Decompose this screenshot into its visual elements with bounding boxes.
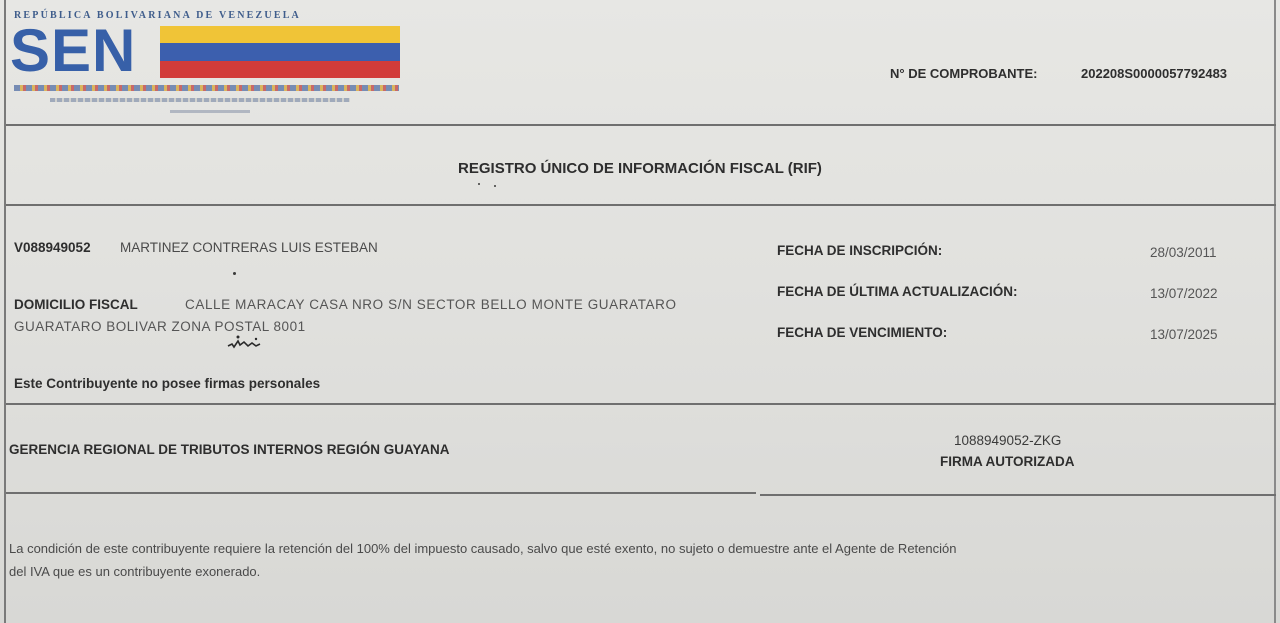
firmas-note: Este Contribuyente no posee firmas personales <box>14 376 321 391</box>
fecha-vencimiento-value: 13/07/2025 <box>1150 327 1218 342</box>
logo-wordmark: SEN <box>10 17 137 84</box>
footer-line-2: del IVA que es un contribuyente exonerado. <box>9 564 261 579</box>
logo-subtitle-band <box>14 85 399 91</box>
scribble-mark <box>226 332 266 352</box>
authorization-code: 1088949052-ZKG <box>954 433 1062 448</box>
fecha-inscripcion-value: 28/03/2011 <box>1150 245 1217 260</box>
logo-country-text: REPÚBLICA BOLIVARIANA DE VENEZUELA <box>14 10 301 21</box>
divider <box>6 204 1276 206</box>
speck <box>478 183 480 185</box>
logo-subtitle-band <box>170 110 250 113</box>
divider <box>6 403 1276 405</box>
gerencia-regional: GERENCIA REGIONAL DE TRIBUTOS INTERNOS REGIÓN GUAYANA <box>9 442 450 457</box>
fecha-vencimiento-label: FECHA DE VENCIMIENTO: <box>777 325 948 340</box>
speck <box>233 272 236 275</box>
divider <box>760 494 1276 496</box>
document-title: REGISTRO ÚNICO DE INFORMACIÓN FISCAL (RIF) <box>458 160 822 177</box>
domicilio-label: DOMICILIO FISCAL <box>14 297 138 312</box>
divider <box>6 492 756 494</box>
domicilio-line-2: GUARATARO BOLIVAR ZONA POSTAL 8001 <box>14 319 306 334</box>
right-border <box>1274 0 1276 623</box>
logo-subtitle-band <box>50 98 350 102</box>
domicilio-line-1: CALLE MARACAY CASA NRO S/N SECTOR BELLO MONTE GUARATARO <box>185 297 677 312</box>
divider <box>6 124 1276 126</box>
flag-icon <box>160 26 400 78</box>
speck <box>494 185 496 187</box>
fecha-actualizacion-label: FECHA DE ÚLTIMA ACTUALIZACIÓN: <box>777 284 1018 299</box>
comprobante-label: N° DE COMPROBANTE: <box>890 66 1038 81</box>
footer-line-1: La condición de este contribuyente requiere la retención del 100% del impuesto causado, salvo que esté exento, no sujeto o demuestre ante el Agente de Retención <box>9 541 957 556</box>
fecha-actualizacion-value: 13/07/2022 <box>1150 286 1218 301</box>
left-border <box>4 0 6 623</box>
taxpayer-name: MARTINEZ CONTRERAS LUIS ESTEBAN <box>120 240 378 255</box>
rif-number: V088949052 <box>14 240 91 255</box>
firma-autorizada-label: FIRMA AUTORIZADA <box>940 454 1075 469</box>
fecha-inscripcion-label: FECHA DE INSCRIPCIÓN: <box>777 243 943 258</box>
seniat-logo <box>10 6 410 116</box>
comprobante-number: 202208S0000057792483 <box>1081 66 1228 81</box>
